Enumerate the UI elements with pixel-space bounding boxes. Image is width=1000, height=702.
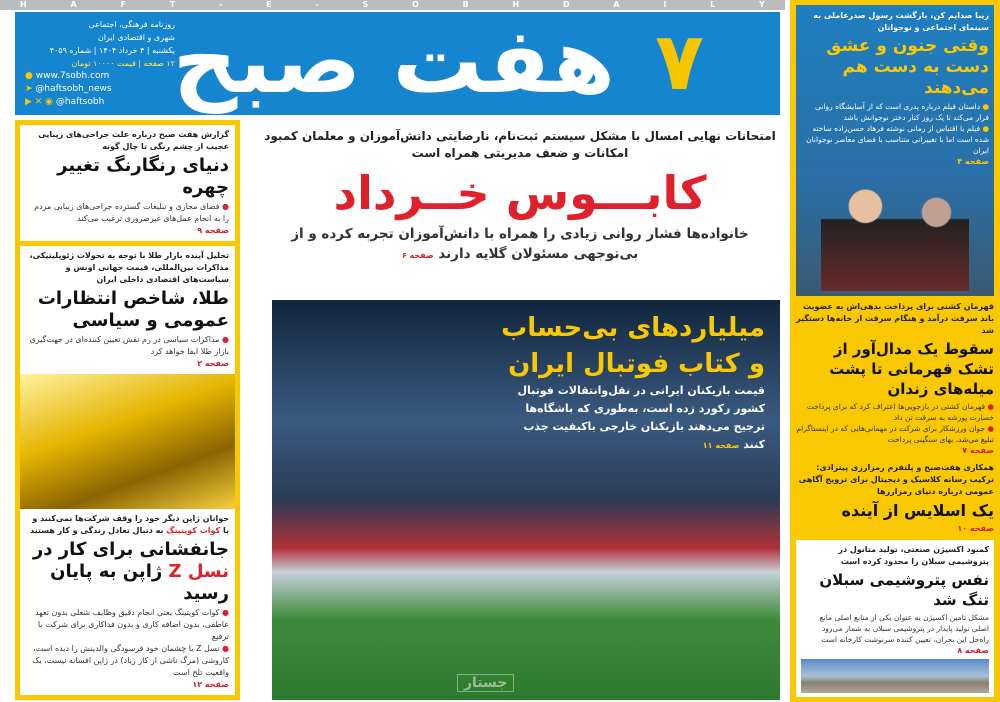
page-ref: صفحه ۸ (957, 646, 989, 655)
story-body: مذاکرات سیاسی در رم نقش تعیین کننده‌ای در جهت‌گیری بازار طلا ایفا خواهد کرد (29, 335, 229, 356)
strip-letter: - (218, 0, 223, 9)
issue-info: یکشنبه | ۴ خرداد ۱۴۰۴ | شماره ۴۰۵۹ (49, 46, 175, 55)
page-ref: صفحه ۶ (401, 251, 434, 260)
story-kicker: قهرمان کشتی برای پرداخت بدهی‌اش به عضویت باند سرقت درآمد و هنگام سرقت از خانه‌ها دستگیر شد (795, 302, 994, 335)
strip-letter: O (411, 0, 419, 9)
story-headline: جانفشانی برای کار در (32, 539, 229, 560)
strip-letter: L (710, 0, 716, 9)
story-wrestler[interactable] (796, 301, 994, 457)
story-face-surgery[interactable] (15, 120, 240, 246)
story-headline: طلا، شاخص انتظارات عمومی و سیاسی (37, 288, 229, 331)
gold-bars-image (15, 374, 240, 509)
paper-type-2: شهری و اقتصادی ایران (97, 33, 175, 42)
bullet-icon: ● (985, 402, 994, 411)
strip-letter: I (663, 0, 667, 9)
story-kicker-2: به دنبال تعادل زندگی و کار هستند (29, 526, 164, 535)
strip-letter: - (315, 0, 319, 9)
story-headline-2: ژاپن به پایان رسید (50, 561, 229, 604)
story-kicker: همکاری هفت‌صبح و پلتفرم رمزارزی پیتزادی: ترکیب رسانه کلاسیک و دیجیتال برای ترویج آگاهی عمومی درباره دنیای رمزارزها (798, 463, 994, 496)
plant-photo (801, 659, 989, 693)
story-body: فضای مجازی و تبلیغات گسترده جراحی‌های زیبایی مردم را به انجام عمل‌های غیرضروری ترغیب می‌کند (34, 202, 229, 223)
bullet-icon: ● (219, 608, 229, 617)
story-headline: نفس پتروشیمی سبلان تنگ شد (819, 571, 989, 609)
story-body: فیلم با اقتباس از رمانی نوشته فرهاد حسن‌زاده ساخته شده است اما با تغییراتی متناسب با فضای معاصر نوجوانان ایران (806, 124, 989, 155)
page-ref: صفحه ۴ (957, 157, 989, 166)
masthead-strip (0, 0, 785, 10)
story-film[interactable] (796, 5, 994, 296)
globe-icon: ● (25, 71, 33, 81)
strip-letter: E (266, 0, 272, 9)
lead-kicker: امتحانات نهایی امسال با مشکل سیستم ثبت‌نام، نارضایتی دانش‌آموزان و معلمان کمبود امکانات و ضعف مدیریتی همراه است (264, 129, 776, 160)
bullet-icon: ● (219, 644, 229, 653)
strip-letter: B (462, 0, 469, 9)
story-headline: وقتی جنون و عشق دست به دست هم می‌دهند (826, 36, 989, 98)
logo: هفت صبح (172, 12, 615, 114)
price-info: ۱۲ صفحه | قیمت ۱۰۰۰۰ تومان (71, 59, 175, 68)
story-body: کوات کویتینگ یعنی انجام دقیق وظایف شغلی بدون تعهد عاطفی، بدون اضافه کاری و بدون فداکاری برای شرکت یا ترفیع (35, 608, 229, 641)
strip-letter: D (562, 0, 570, 9)
headline-highlight: نسل Z (168, 561, 229, 582)
story-petrochemical[interactable] (796, 540, 994, 697)
story-headline: دنیای رنگارنگ تغییر چهره (57, 155, 229, 198)
story-body: داستان فیلم درباره پدری است که از آسایشگاه روانی فرار می‌کند تا یک روز کنار دختر نوجوانش باشد (815, 102, 989, 122)
photo-headline: میلیاردهای بی‌حساب و کتاب فوتبال ایران (501, 313, 765, 379)
logo-numeral: ۷ (655, 15, 704, 108)
story-kicker: تحلیل آینده بازار طلا با توجه به تحولات ژئوپلیتیکی، مذاکرات بین‌المللی، قیمت جهانی اونس و سیاست‌های اقتصادی داخلی ایران (29, 251, 229, 284)
strip-letter: H (512, 0, 520, 9)
lead-subhead: خانواده‌ها فشار روانی زیادی را همراه با دانش‌آموزان تجربه کرده و از بی‌توجهی مسئولان گلایه دارند (291, 226, 749, 262)
story-kicker: کمبود اکسیژن صنعتی، تولید متانول در پتروشیمی سبلان را محدود کرده است (838, 545, 989, 566)
story-kicker: جوانان ژاپن دیگر خود را وقف شرکت‌ها نمی‌کنند و با (32, 514, 229, 535)
kicker-highlight: کوات کویتینگ (166, 526, 221, 535)
right-column (790, 0, 1000, 702)
page-ref: صفحه ۱۱ (702, 441, 740, 450)
page-ref: صفحه ۱۲ (192, 680, 229, 689)
page-ref: صفحه ۱۰ (957, 524, 994, 533)
strip-letter: S (362, 0, 369, 9)
story-crypto[interactable] (796, 462, 994, 535)
bullet-icon: ● (980, 124, 989, 133)
strip-letter: T (169, 0, 176, 9)
story-body: جوان ورزشکار برای شرکت در مهمانی‌هایی که در اینستاگرام تبلیغ می‌شد، بهای سنگینی پرداخت (796, 424, 994, 444)
watermark-logo: جستار (457, 674, 514, 692)
bullet-icon: ● (980, 102, 989, 111)
masthead-meta (25, 18, 175, 109)
social-icons: ▶ ✕ ◉ (25, 97, 54, 107)
telegram-icon: ➤ (25, 84, 33, 94)
page-ref: صفحه ۷ (962, 446, 994, 455)
story-body: قهرمان کشتی در بازجویی‌ها اعتراف کرد که برای پرداخت خسارت پورشه به سرقت تن داد (806, 402, 994, 422)
paper-type: روزنامه فرهنگی، اجتماعی (88, 20, 175, 29)
story-body: نسل Z با چشمان خود فرسودگی والدینش را دیده است، کاروشی (مرگ ناشی از کار زیاد) در ژاپن افسانه نیست، یک واقعیت تلخ است (32, 644, 229, 677)
strip-letter: A (613, 0, 620, 9)
strip-letter: F (120, 0, 126, 9)
lead-headline: کابـــوس خــرداد (333, 166, 707, 220)
bullet-icon: ● (219, 202, 229, 211)
bullet-icon: ● (219, 335, 229, 344)
story-kicker: زیبا صدایم کن، بازگشت رسول صدرعاملی به سینمای اجتماعی و نوجوانان (813, 11, 989, 32)
strip-letter: H (20, 0, 27, 9)
bullet-icon: ● (985, 424, 994, 433)
story-gen-z[interactable] (15, 509, 240, 700)
photo-body-text: قیمت بازیکنان ایرانی در نقل‌وانتقالات فوتبال کشور رکورد زده است، به‌طوری که باشگاه‌ها ترجیح می‌دهند بازیکنان خارجی باکیفیت جذب کنند (517, 384, 765, 451)
website-link[interactable]: www.7sobh.com (35, 71, 110, 81)
page-ref: صفحه ۹ (197, 226, 229, 235)
left-column (15, 120, 240, 700)
story-headline: یک اسلایس از آینده (841, 501, 994, 520)
story-headline: سقوط یک مدال‌آور از تشک قهرمانی تا پشت میله‌های زندان (829, 340, 994, 398)
social-handle[interactable]: @haftsobh (55, 97, 105, 107)
film-photo (821, 170, 969, 291)
masthead (15, 12, 780, 115)
strip-letter: A (70, 0, 77, 9)
story-kicker: گزارش هفت صبح درباره علت جراحی‌های زیبایی عجیب از چشم رنگی تا چال گونه (38, 130, 229, 151)
photo-body (515, 382, 765, 454)
story-body: مشکل تامین اکسیژن به عنوان یکی از منابع اصلی مانع اصلی تولید پایدار در پتروشیمی سبلان به شمار می‌رود راه‌حل این بحران، تعیین کننده سرنوشت کارخانه است (819, 613, 989, 644)
page-ref: صفحه ۲ (197, 359, 229, 368)
football-photo[interactable] (272, 300, 780, 700)
lead-story[interactable] (260, 128, 780, 264)
strip-letter: Y (759, 0, 765, 9)
telegram-handle[interactable]: @haftsobh_news (35, 84, 112, 94)
story-gold[interactable] (15, 246, 240, 374)
